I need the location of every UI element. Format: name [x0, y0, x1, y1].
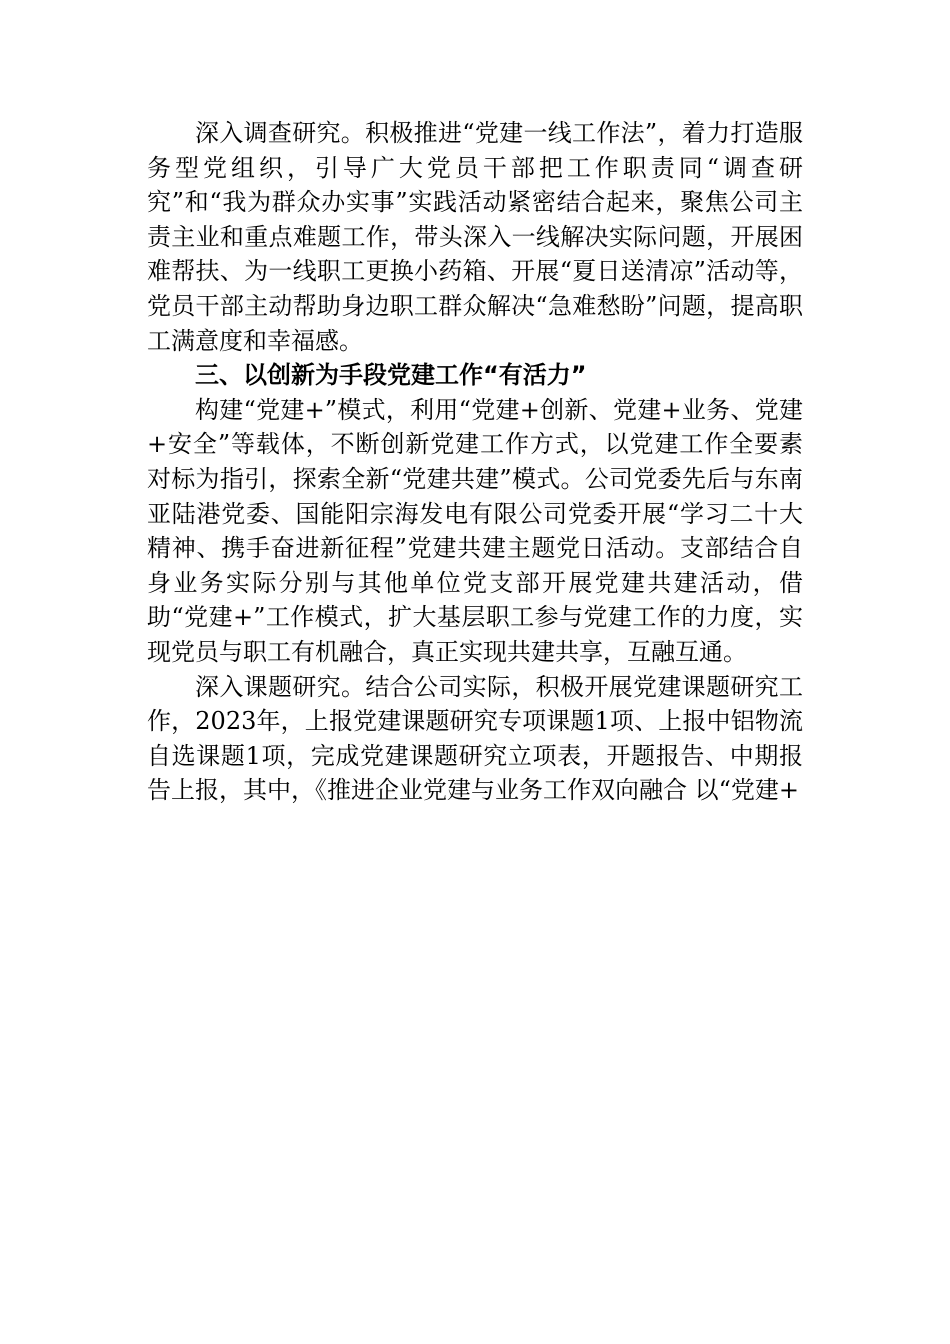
document-body: [147, 116, 803, 808]
paragraph-research-topics: 深入课题研究。结合公司实际，积极开展党建课题研究工作，2023年，上报党建课题研究专项课题1项、上报中铝物流自选课题1项，完成党建课题研究立项表，开题报告、中期报告上报，其中，《推进企业党建与业务工作双向融合 以“党建+: [147, 672, 803, 805]
section-heading-innovation: 三、以创新为手段党建工作“有活力”: [195, 361, 587, 390]
paragraph-party-building-model: 构建“党建+”模式，利用“党建+创新、党建+业务、党建+安全”等载体，不断创新党建工作方式，以党建工作全要素对标为指引，探索全新“党建共建”模式。公司党委先后与东南亚陆港党委、国能阳宗海发电有限公司党委开展“学习二十大精神、携手奋进新征程”党建共建主题党日活动。支部结合自身业务实际分别与其他单位党支部开展党建共建活动，借助“党建+”工作模式，扩大基层职工参与党建工作的力度，实现党员与职工有机融合，真正实现共建共享，互融互通。: [147, 395, 803, 666]
paragraph-investigation: 深入调查研究。积极推进“党建一线工作法”，着力打造服务型党组织，引导广大党员干部把工作职责同“调查研究”和“我为群众办实事”实践活动紧密结合起来，聚焦公司主责主业和重点难题工作，带头深入一线解决实际问题，开展困难帮扶、为一线职工更换小药箱、开展“夏日送清凉”活动等，党员干部主动帮助身边职工群众解决“急难愁盼”问题，提高职工满意度和幸福感。: [147, 119, 803, 355]
